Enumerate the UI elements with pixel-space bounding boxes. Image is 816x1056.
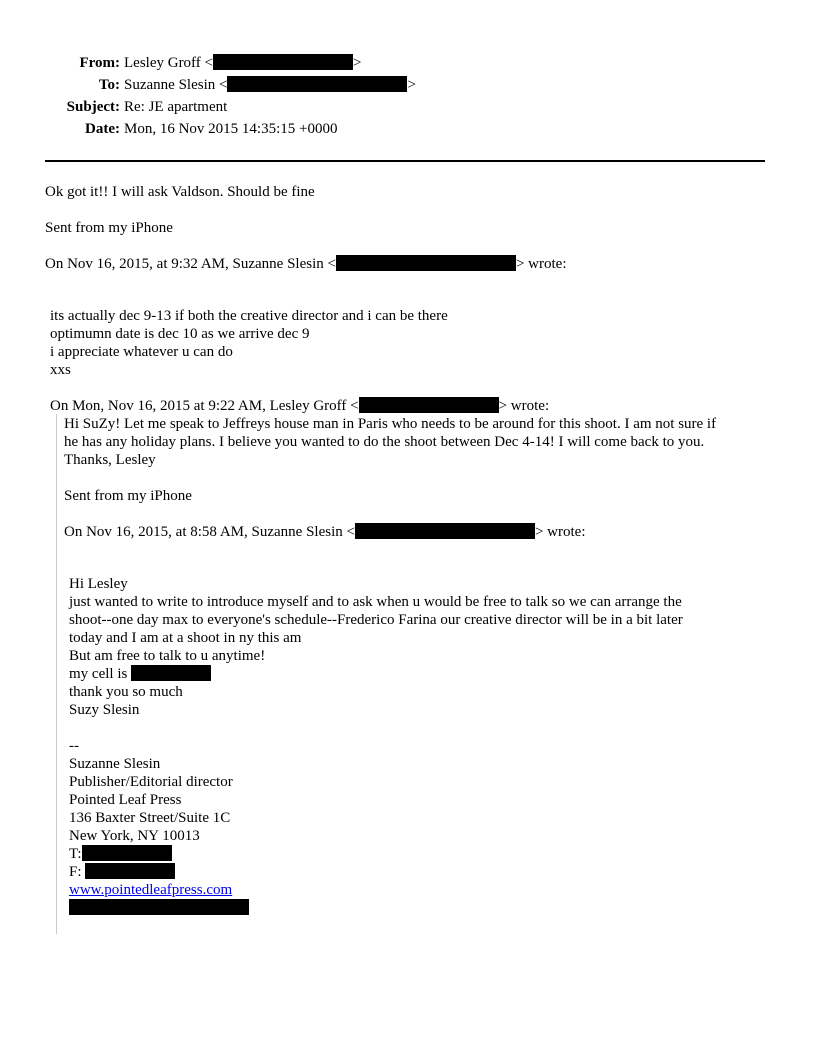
close-bracket: >: [353, 55, 362, 71]
subject-value: Re: JE apartment: [124, 99, 228, 115]
redaction-block: [69, 899, 249, 915]
quote2-line: Hi SuZy! Let me speak to Jeffreys house man in Paris who needs to be around for this shoot. I am not sure if: [64, 416, 717, 432]
signature-line: 136 Baxter Street/Suite 1C: [69, 810, 231, 826]
quote1-line: its actually dec 9-13 if both the creative director and i can be there: [50, 308, 448, 324]
fax-label: F:: [69, 864, 86, 880]
attribution-suffix: > wrote:: [498, 398, 550, 414]
reply-line: Ok got it!! I will ask Valdson. Should be fine: [45, 184, 315, 200]
quote3-line: shoot--one day max to everyone's schedule--Frederico Farina our creative director will be in a bit later: [69, 612, 683, 628]
to-name: Suzanne Slesin <: [124, 77, 228, 93]
from-label: From:: [79, 55, 120, 71]
cell-line: [69, 665, 211, 683]
quote1-line: xxs: [50, 362, 71, 378]
redaction-block: [82, 845, 172, 861]
quote3-line: But am free to talk to u anytime!: [69, 648, 266, 664]
redaction-block: [355, 523, 535, 539]
signature-line: Pointed Leaf Press: [69, 792, 182, 808]
redacted-line: [69, 899, 249, 917]
date-label: Date:: [85, 121, 120, 137]
quote2-line: Thanks, Lesley: [64, 452, 156, 468]
quote1-attribution: [50, 397, 549, 415]
from-row: [0, 53, 816, 73]
phone-label: T:: [69, 846, 82, 862]
quote-bar: [56, 414, 57, 934]
redaction-block: [131, 665, 211, 681]
cell-prefix: my cell is: [69, 666, 132, 682]
quote1-line: optimumn date is dec 10 as we arrive dec 9: [50, 326, 310, 342]
reply-attribution: [45, 255, 566, 273]
redaction-block: [227, 76, 407, 92]
signature-line: Publisher/Editorial director: [69, 774, 233, 790]
subject-label: Subject:: [66, 99, 120, 115]
quote2-signature: Sent from my iPhone: [64, 488, 192, 504]
quote3-line: just wanted to write to introduce myself and to ask when u would be free to talk so we can arrange the: [69, 594, 682, 610]
close-bracket: >: [407, 77, 416, 93]
website-line: [69, 881, 232, 899]
website-link[interactable]: www.pointedleafpress.com: [69, 882, 233, 898]
to-label: To:: [98, 77, 120, 93]
header-divider: [45, 160, 765, 162]
redaction-block: [336, 255, 516, 271]
redaction-block: [359, 397, 499, 413]
to-row: [0, 75, 816, 95]
date-row: [0, 119, 816, 139]
to-value: [124, 75, 416, 95]
redaction-block: [85, 863, 175, 879]
closing-line: thank you so much: [69, 684, 183, 700]
quote1-line: i appreciate whatever u can do: [50, 344, 233, 360]
subject-row: [0, 97, 816, 117]
redaction-block: [213, 54, 353, 70]
signature-line: Suzanne Slesin: [69, 756, 161, 772]
fax-line: [69, 863, 175, 881]
signature-line: New York, NY 10013: [69, 828, 200, 844]
attribution-prefix: On Nov 16, 2015, at 9:32 AM, Suzanne Slesin <: [45, 256, 336, 272]
phone-line: [69, 845, 172, 863]
signature-separator: --: [69, 738, 79, 754]
date-value: Mon, 16 Nov 2015 14:35:15 +0000: [124, 121, 338, 137]
attribution-suffix: > wrote:: [515, 256, 567, 272]
reply-signature: Sent from my iPhone: [45, 220, 173, 236]
quote2-line: he has any holiday plans. I believe you wanted to do the shoot between Dec 4-14! I will come back to you.: [64, 434, 705, 450]
quote3-line: today and I am at a shoot in ny this am: [69, 630, 302, 646]
attribution-prefix: On Mon, Nov 16, 2015 at 9:22 AM, Lesley Groff <: [50, 398, 359, 414]
quote3-line: Hi Lesley: [69, 576, 128, 592]
closing-name: Suzy Slesin: [69, 702, 140, 718]
from-name: Lesley Groff <: [124, 55, 213, 71]
from-value: [124, 53, 361, 73]
attribution-prefix: On Nov 16, 2015, at 8:58 AM, Suzanne Slesin <: [64, 524, 355, 540]
quote2-attribution: [64, 523, 585, 541]
attribution-suffix: > wrote:: [534, 524, 586, 540]
